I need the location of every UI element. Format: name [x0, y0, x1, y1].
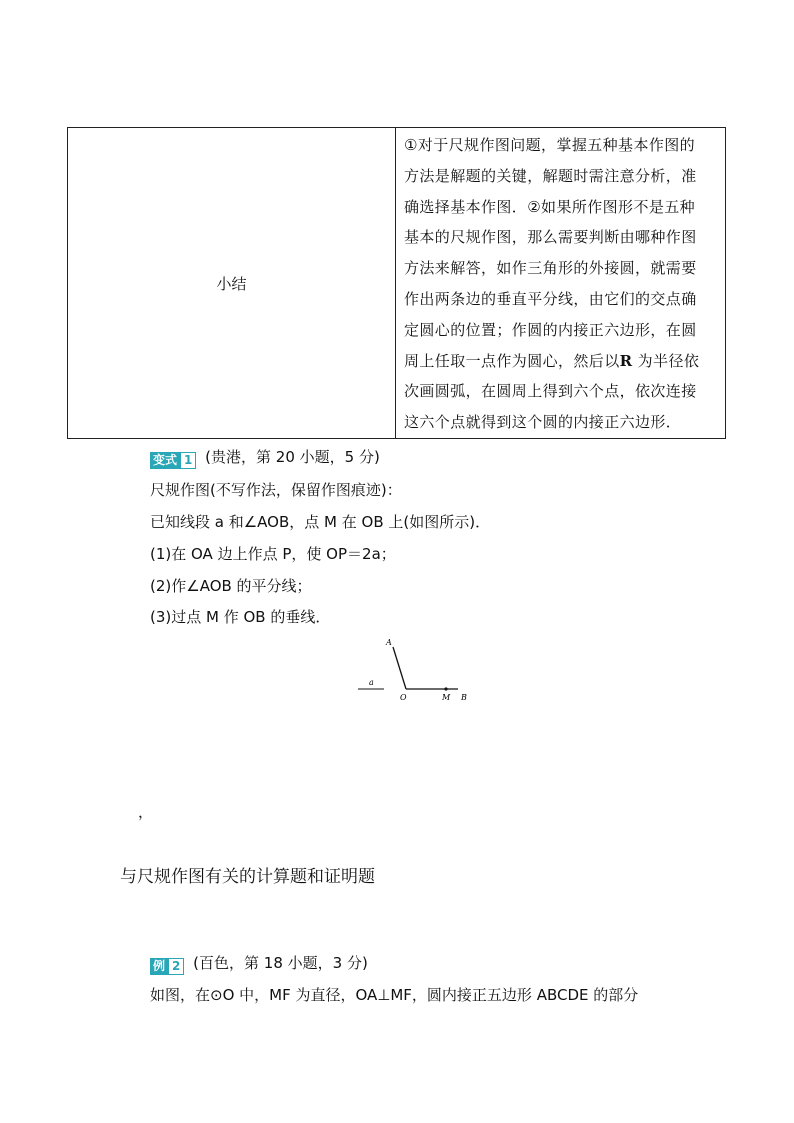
label-A: A [386, 638, 392, 647]
ray-OA [393, 647, 406, 689]
summary-line: 方法是解题的关键，解题时需注意分析，准 [404, 166, 697, 185]
summary-label-cell [68, 128, 396, 438]
variant-header [150, 446, 380, 469]
summary-line: ①对于尺规作图问题，掌握五种基本作图的 [404, 136, 696, 154]
summary-label: 小结 [216, 274, 247, 293]
radius-symbol: R [619, 351, 633, 370]
variant-tag-number: 1 [180, 452, 196, 469]
example-tag-text: 例 [150, 958, 168, 975]
summary-line: 次画圆弧，在圆周上得到六个点，依次连接 [404, 382, 697, 401]
stray-comma: ， [138, 803, 154, 821]
variant-source: (贵港，第 20 小题，5 分) [205, 448, 380, 466]
summary-line-part: 周上任取一点作为圆心，然后以 [404, 351, 620, 370]
summary-line: 定圆心的位置；作圆的内接正六边形，在圆 [404, 320, 697, 339]
label-B: B [461, 693, 467, 702]
example-source: (百色，第 18 小题，3 分) [193, 954, 368, 972]
variant-line: 已知线段 a 和∠AOB，点 M 在 OB 上(如图所示)． [150, 513, 491, 531]
label-M: M [442, 693, 451, 702]
summary-line-part: 为半径依 [637, 351, 700, 370]
point-M [444, 687, 447, 690]
variant-line: (1)在 OA 边上作点 P，使 OP＝2a； [150, 545, 396, 563]
section-heading: 与尺规作图有关的计算题和证明题 [120, 867, 375, 887]
summary-line: 确选择基本作图．②如果所作图形不是五种 [404, 197, 696, 216]
variant-tag [150, 452, 196, 469]
label-a: a [369, 678, 374, 687]
summary-line [404, 346, 715, 377]
summary-line: 作出两条边的垂直平分线，由它们的交点确 [404, 289, 697, 308]
variant-line: (3)过点 M 作 OB 的垂线． [150, 608, 331, 626]
summary-line: 方法来解答，如作三角形的外接圆，就需要 [404, 259, 697, 278]
variant-tag-text: 变式 [150, 452, 180, 469]
summary-line: 基本的尺规作图，那么需要判断由哪种作图 [404, 228, 697, 247]
variant-line: 尺规作图(不写作法，保留作图痕迹)： [150, 481, 402, 499]
summary-content-cell [396, 128, 725, 438]
example-tag [150, 958, 184, 975]
summary-table [67, 127, 726, 439]
example-tag-number: 2 [168, 958, 184, 975]
example-line: 如图，在⊙O 中，MF 为直径，OA⊥MF，圆内接正五边形 ABCDE 的部分 [150, 986, 639, 1004]
variant-line: (2)作∠AOB 的平分线； [150, 577, 312, 595]
example-header [150, 952, 368, 975]
summary-line: 这六个点就得到这个圆的内接正六边形． [404, 413, 682, 432]
label-O: O [400, 693, 407, 702]
angle-figure [350, 630, 480, 710]
